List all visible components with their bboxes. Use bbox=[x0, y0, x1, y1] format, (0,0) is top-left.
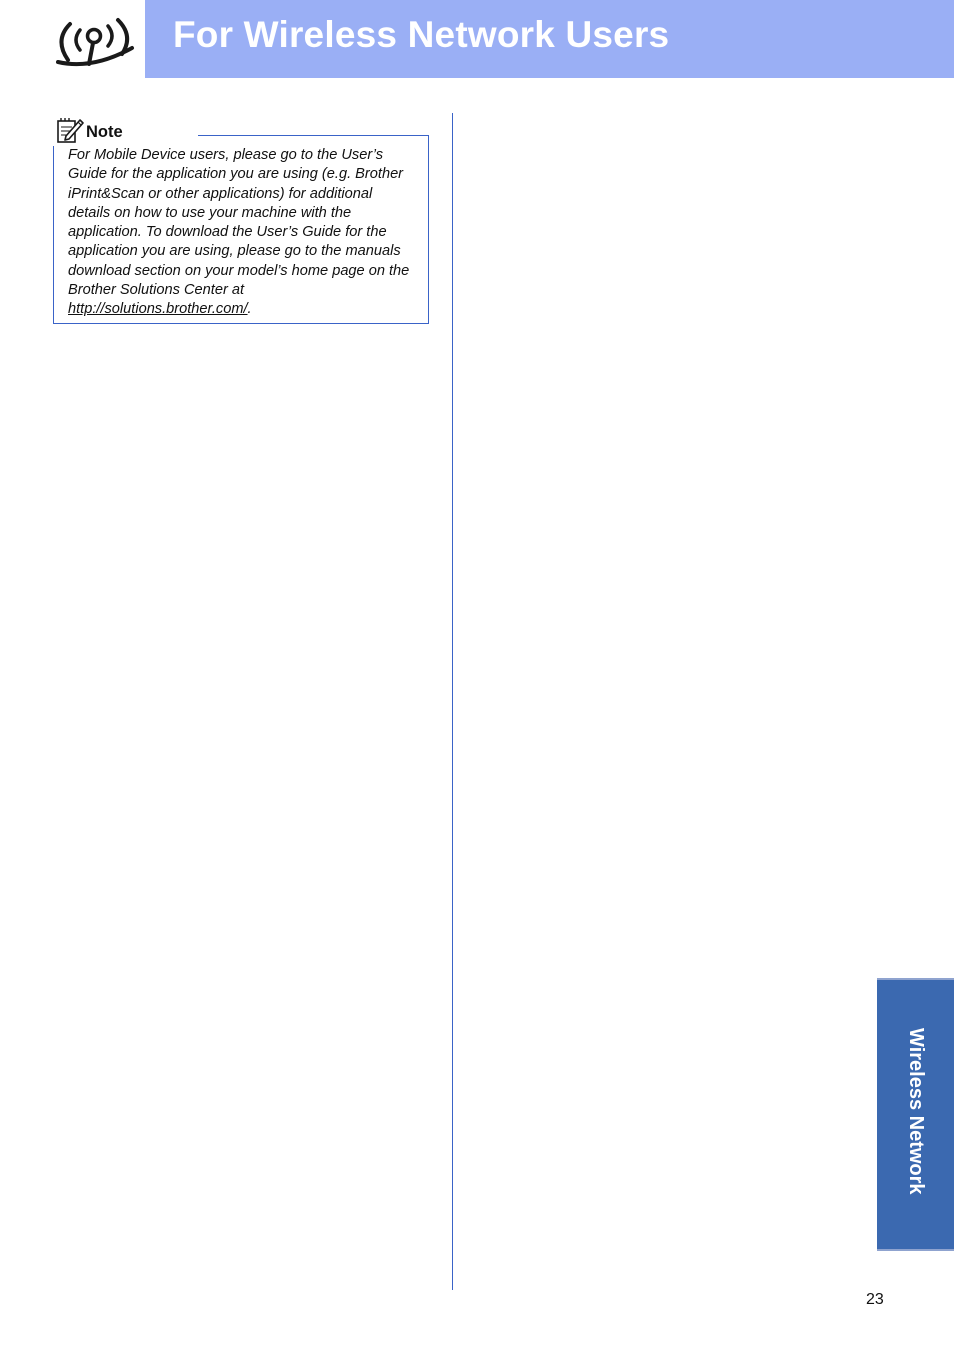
solutions-center-link[interactable]: http://solutions.brother.com/ bbox=[68, 301, 248, 318]
header-banner bbox=[145, 0, 954, 78]
column-divider bbox=[452, 113, 453, 1290]
note-pencil-icon bbox=[56, 116, 84, 144]
note-body-end: . bbox=[247, 301, 252, 318]
page-number: 23 bbox=[866, 1291, 884, 1308]
note-text bbox=[68, 146, 418, 320]
page-title: For Wireless Network Users bbox=[173, 14, 670, 55]
side-tab-label: Wireless Network bbox=[905, 1028, 927, 1195]
wireless-antenna-icon bbox=[52, 12, 136, 68]
note-body-text: For Mobile Device users, please go to the User’s Guide for the application you are using (e.g. Brother iPrint&Scan or other applications) for additional details on how to use your machine with the application. To download the User’s Guide for the application you are using, please go to the manuals download section on your model’s home page on the Brother Solutions Center at bbox=[68, 147, 410, 299]
section-side-tab bbox=[877, 978, 954, 1251]
note-label: Note bbox=[86, 123, 123, 141]
note-box-top-rule bbox=[198, 135, 429, 136]
